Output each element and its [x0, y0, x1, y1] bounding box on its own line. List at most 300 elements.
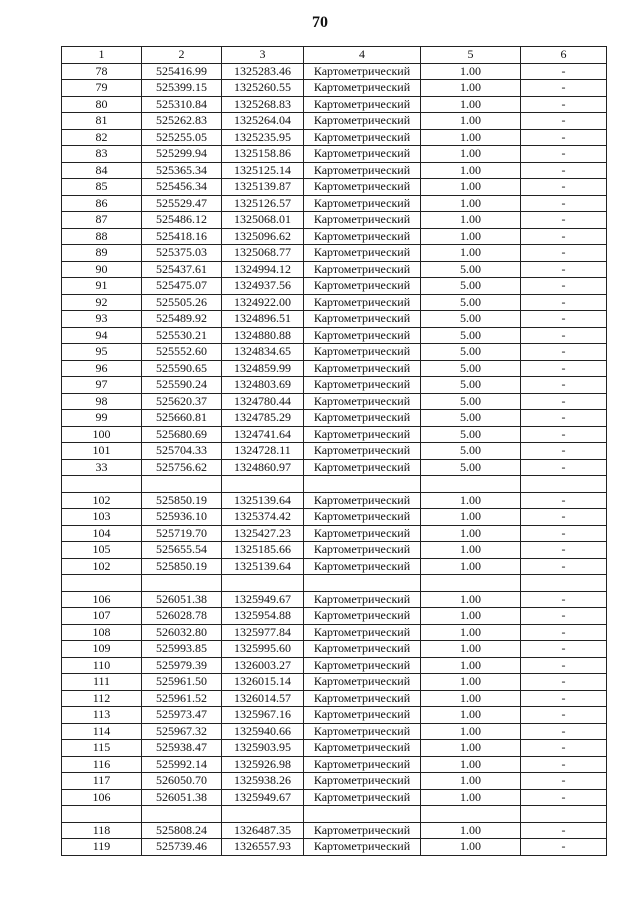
y-coordinate-cell: 1324741.64	[222, 426, 304, 443]
x-coordinate-cell: 525961.50	[142, 674, 222, 691]
method-cell: Картометрический	[304, 690, 421, 707]
table-row	[62, 96, 607, 113]
description-cell: -	[521, 839, 607, 856]
accuracy-cell: 1.00	[421, 525, 521, 542]
y-coordinate-cell: 1325427.23	[222, 525, 304, 542]
point-number-cell: 84	[62, 162, 142, 179]
x-coordinate-cell: 525936.10	[142, 509, 222, 526]
y-coordinate-cell: 1325374.42	[222, 509, 304, 526]
y-coordinate-cell: 1324922.00	[222, 294, 304, 311]
y-coordinate-cell: 1324785.29	[222, 410, 304, 427]
coordinates-table	[61, 46, 607, 856]
table-row	[62, 360, 607, 377]
accuracy-cell: 1.00	[421, 179, 521, 196]
y-coordinate-cell	[222, 476, 304, 493]
accuracy-cell: 1.00	[421, 195, 521, 212]
point-number-cell: 91	[62, 278, 142, 295]
description-cell: -	[521, 822, 607, 839]
description-cell: -	[521, 228, 607, 245]
accuracy-cell: 5.00	[421, 410, 521, 427]
accuracy-cell: 1.00	[421, 542, 521, 559]
description-cell	[521, 575, 607, 592]
accuracy-cell: 1.00	[421, 740, 521, 757]
x-coordinate-cell: 525719.70	[142, 525, 222, 542]
accuracy-cell: 5.00	[421, 327, 521, 344]
table-row	[62, 410, 607, 427]
x-coordinate-cell: 525552.60	[142, 344, 222, 361]
x-coordinate-cell: 525437.61	[142, 261, 222, 278]
method-cell: Картометрический	[304, 245, 421, 262]
x-coordinate-cell: 525992.14	[142, 756, 222, 773]
method-cell: Картометрический	[304, 63, 421, 80]
accuracy-cell	[421, 806, 521, 823]
y-coordinate-cell: 1325949.67	[222, 789, 304, 806]
description-cell: -	[521, 96, 607, 113]
method-cell: Картометрический	[304, 822, 421, 839]
x-coordinate-cell: 526051.38	[142, 591, 222, 608]
accuracy-cell: 1.00	[421, 839, 521, 856]
point-number-cell: 86	[62, 195, 142, 212]
method-cell: Картометрический	[304, 443, 421, 460]
point-number-cell: 82	[62, 129, 142, 146]
y-coordinate-cell: 1325126.57	[222, 195, 304, 212]
method-cell: Картометрический	[304, 294, 421, 311]
x-coordinate-cell: 525739.46	[142, 839, 222, 856]
y-coordinate-cell: 1325283.46	[222, 63, 304, 80]
x-coordinate-cell: 525655.54	[142, 542, 222, 559]
accuracy-cell: 1.00	[421, 624, 521, 641]
table-row	[62, 162, 607, 179]
method-cell: Картометрический	[304, 228, 421, 245]
table-row	[62, 146, 607, 163]
description-cell: -	[521, 740, 607, 757]
description-cell: -	[521, 542, 607, 559]
table-row	[62, 129, 607, 146]
method-cell: Картометрический	[304, 839, 421, 856]
table-row	[62, 426, 607, 443]
method-cell: Картометрический	[304, 278, 421, 295]
description-cell: -	[521, 261, 607, 278]
accuracy-cell: 5.00	[421, 278, 521, 295]
description-cell: -	[521, 80, 607, 97]
y-coordinate-cell: 1324834.65	[222, 344, 304, 361]
point-number-cell: 118	[62, 822, 142, 839]
y-coordinate-cell: 1325977.84	[222, 624, 304, 641]
method-cell: Картометрический	[304, 542, 421, 559]
x-coordinate-cell: 525310.84	[142, 96, 222, 113]
description-cell: -	[521, 723, 607, 740]
x-coordinate-cell: 525756.62	[142, 459, 222, 476]
y-coordinate-cell: 1325139.64	[222, 558, 304, 575]
accuracy-cell: 1.00	[421, 96, 521, 113]
table-row	[62, 657, 607, 674]
point-number-cell: 103	[62, 509, 142, 526]
point-number-cell: 80	[62, 96, 142, 113]
x-coordinate-cell: 525262.83	[142, 113, 222, 130]
point-number-cell: 119	[62, 839, 142, 856]
y-coordinate-cell: 1324880.88	[222, 327, 304, 344]
accuracy-cell: 1.00	[421, 822, 521, 839]
accuracy-cell: 1.00	[421, 63, 521, 80]
point-number-cell: 101	[62, 443, 142, 460]
table-row	[62, 740, 607, 757]
table-row	[62, 344, 607, 361]
point-number-cell: 102	[62, 558, 142, 575]
y-coordinate-cell: 1325096.62	[222, 228, 304, 245]
y-coordinate-cell: 1325068.01	[222, 212, 304, 229]
description-cell: -	[521, 393, 607, 410]
accuracy-cell: 1.00	[421, 657, 521, 674]
method-cell: Картометрический	[304, 327, 421, 344]
table-separator-row	[62, 575, 607, 592]
description-cell: -	[521, 129, 607, 146]
x-coordinate-cell: 525489.92	[142, 311, 222, 328]
accuracy-cell: 1.00	[421, 690, 521, 707]
table-row	[62, 674, 607, 691]
point-number-cell: 83	[62, 146, 142, 163]
column-header-2: 2	[142, 47, 222, 64]
description-cell: -	[521, 146, 607, 163]
x-coordinate-cell: 525255.05	[142, 129, 222, 146]
point-number-cell: 108	[62, 624, 142, 641]
x-coordinate-cell: 526051.38	[142, 789, 222, 806]
table-row	[62, 245, 607, 262]
method-cell: Картометрический	[304, 657, 421, 674]
x-coordinate-cell: 525456.34	[142, 179, 222, 196]
x-coordinate-cell: 525529.47	[142, 195, 222, 212]
accuracy-cell: 1.00	[421, 789, 521, 806]
method-cell: Картометрический	[304, 509, 421, 526]
point-number-cell: 109	[62, 641, 142, 658]
x-coordinate-cell	[142, 476, 222, 493]
table-row	[62, 113, 607, 130]
point-number-cell: 85	[62, 179, 142, 196]
table-row	[62, 459, 607, 476]
point-number-cell: 81	[62, 113, 142, 130]
accuracy-cell: 1.00	[421, 608, 521, 625]
y-coordinate-cell: 1324896.51	[222, 311, 304, 328]
point-number-cell	[62, 806, 142, 823]
y-coordinate-cell: 1326014.57	[222, 690, 304, 707]
x-coordinate-cell: 525375.03	[142, 245, 222, 262]
point-number-cell: 104	[62, 525, 142, 542]
description-cell: -	[521, 756, 607, 773]
description-cell	[521, 476, 607, 493]
table-row	[62, 443, 607, 460]
table-row	[62, 195, 607, 212]
column-header-1: 1	[62, 47, 142, 64]
accuracy-cell: 1.00	[421, 509, 521, 526]
table-row	[62, 624, 607, 641]
table-row	[62, 492, 607, 509]
description-cell: -	[521, 509, 607, 526]
table-row	[62, 212, 607, 229]
method-cell: Картометрический	[304, 756, 421, 773]
x-coordinate-cell: 525590.24	[142, 377, 222, 394]
point-number-cell: 92	[62, 294, 142, 311]
table-row	[62, 294, 607, 311]
accuracy-cell: 1.00	[421, 591, 521, 608]
table-separator-row	[62, 476, 607, 493]
method-cell: Картометрический	[304, 773, 421, 790]
x-coordinate-cell: 525365.34	[142, 162, 222, 179]
description-cell: -	[521, 624, 607, 641]
table-body	[62, 63, 607, 855]
point-number-cell: 93	[62, 311, 142, 328]
table-row	[62, 327, 607, 344]
point-number-cell: 78	[62, 63, 142, 80]
description-cell: -	[521, 377, 607, 394]
point-number-cell: 87	[62, 212, 142, 229]
table-row	[62, 591, 607, 608]
method-cell: Картометрический	[304, 393, 421, 410]
accuracy-cell: 5.00	[421, 261, 521, 278]
method-cell: Картометрический	[304, 360, 421, 377]
point-number-cell: 116	[62, 756, 142, 773]
accuracy-cell: 1.00	[421, 723, 521, 740]
table-row	[62, 789, 607, 806]
description-cell: -	[521, 492, 607, 509]
point-number-cell: 113	[62, 707, 142, 724]
y-coordinate-cell: 1325903.95	[222, 740, 304, 757]
y-coordinate-cell: 1324994.12	[222, 261, 304, 278]
accuracy-cell: 1.00	[421, 707, 521, 724]
description-cell: -	[521, 773, 607, 790]
x-coordinate-cell: 525680.69	[142, 426, 222, 443]
description-cell: -	[521, 344, 607, 361]
point-number-cell: 98	[62, 393, 142, 410]
y-coordinate-cell: 1324803.69	[222, 377, 304, 394]
table-row	[62, 641, 607, 658]
point-number-cell: 106	[62, 591, 142, 608]
y-coordinate-cell: 1325139.64	[222, 492, 304, 509]
y-coordinate-cell: 1324728.11	[222, 443, 304, 460]
method-cell: Картометрический	[304, 377, 421, 394]
method-cell: Картометрический	[304, 212, 421, 229]
accuracy-cell: 1.00	[421, 756, 521, 773]
point-number-cell: 111	[62, 674, 142, 691]
table-row	[62, 839, 607, 856]
description-cell: -	[521, 641, 607, 658]
point-number-cell: 89	[62, 245, 142, 262]
x-coordinate-cell: 525704.33	[142, 443, 222, 460]
method-cell: Картометрический	[304, 426, 421, 443]
column-header-3: 3	[222, 47, 304, 64]
method-cell	[304, 476, 421, 493]
y-coordinate-cell: 1325139.87	[222, 179, 304, 196]
method-cell: Картометрический	[304, 129, 421, 146]
point-number-cell: 95	[62, 344, 142, 361]
accuracy-cell: 1.00	[421, 558, 521, 575]
y-coordinate-cell: 1325268.83	[222, 96, 304, 113]
method-cell: Картометрический	[304, 113, 421, 130]
method-cell: Картометрический	[304, 195, 421, 212]
y-coordinate-cell: 1325125.14	[222, 162, 304, 179]
method-cell: Картометрический	[304, 558, 421, 575]
method-cell: Картометрический	[304, 641, 421, 658]
description-cell: -	[521, 311, 607, 328]
y-coordinate-cell: 1325954.88	[222, 608, 304, 625]
description-cell	[521, 806, 607, 823]
method-cell: Картометрический	[304, 608, 421, 625]
point-number-cell: 100	[62, 426, 142, 443]
point-number-cell: 110	[62, 657, 142, 674]
accuracy-cell: 1.00	[421, 80, 521, 97]
point-number-cell: 94	[62, 327, 142, 344]
point-number-cell: 88	[62, 228, 142, 245]
x-coordinate-cell: 525850.19	[142, 558, 222, 575]
y-coordinate-cell: 1325260.55	[222, 80, 304, 97]
description-cell: -	[521, 459, 607, 476]
x-coordinate-cell: 525850.19	[142, 492, 222, 509]
method-cell: Картометрический	[304, 410, 421, 427]
accuracy-cell: 5.00	[421, 377, 521, 394]
table-row	[62, 542, 607, 559]
accuracy-cell: 1.00	[421, 245, 521, 262]
x-coordinate-cell: 526028.78	[142, 608, 222, 625]
y-coordinate-cell	[222, 806, 304, 823]
table-row	[62, 278, 607, 295]
accuracy-cell: 1.00	[421, 674, 521, 691]
x-coordinate-cell: 525475.07	[142, 278, 222, 295]
table-separator-row	[62, 806, 607, 823]
x-coordinate-cell: 525486.12	[142, 212, 222, 229]
method-cell: Картометрический	[304, 591, 421, 608]
point-number-cell: 90	[62, 261, 142, 278]
point-number-cell: 96	[62, 360, 142, 377]
table-row	[62, 773, 607, 790]
point-number-cell	[62, 575, 142, 592]
column-header-4: 4	[304, 47, 421, 64]
point-number-cell	[62, 476, 142, 493]
point-number-cell: 99	[62, 410, 142, 427]
y-coordinate-cell: 1325185.66	[222, 542, 304, 559]
table-header-row	[62, 47, 607, 64]
point-number-cell: 112	[62, 690, 142, 707]
y-coordinate-cell: 1326015.14	[222, 674, 304, 691]
method-cell: Картометрический	[304, 624, 421, 641]
y-coordinate-cell	[222, 575, 304, 592]
x-coordinate-cell: 525530.21	[142, 327, 222, 344]
accuracy-cell: 1.00	[421, 773, 521, 790]
table-row	[62, 228, 607, 245]
table-row	[62, 63, 607, 80]
column-header-6: 6	[521, 47, 607, 64]
method-cell: Картометрический	[304, 492, 421, 509]
description-cell: -	[521, 591, 607, 608]
point-number-cell: 79	[62, 80, 142, 97]
description-cell: -	[521, 195, 607, 212]
y-coordinate-cell: 1326003.27	[222, 657, 304, 674]
y-coordinate-cell: 1325068.77	[222, 245, 304, 262]
description-cell: -	[521, 443, 607, 460]
point-number-cell: 107	[62, 608, 142, 625]
method-cell: Картометрический	[304, 311, 421, 328]
accuracy-cell: 5.00	[421, 344, 521, 361]
x-coordinate-cell: 525505.26	[142, 294, 222, 311]
accuracy-cell: 1.00	[421, 162, 521, 179]
accuracy-cell: 1.00	[421, 212, 521, 229]
y-coordinate-cell: 1324780.44	[222, 393, 304, 410]
method-cell: Картометрический	[304, 459, 421, 476]
method-cell: Картометрический	[304, 80, 421, 97]
accuracy-cell: 1.00	[421, 228, 521, 245]
y-coordinate-cell: 1324860.97	[222, 459, 304, 476]
description-cell: -	[521, 245, 607, 262]
description-cell: -	[521, 327, 607, 344]
method-cell: Картометрический	[304, 525, 421, 542]
x-coordinate-cell	[142, 575, 222, 592]
accuracy-cell: 5.00	[421, 393, 521, 410]
coordinates-table-container	[61, 46, 606, 856]
accuracy-cell: 1.00	[421, 641, 521, 658]
x-coordinate-cell: 525590.65	[142, 360, 222, 377]
x-coordinate-cell: 525993.85	[142, 641, 222, 658]
description-cell: -	[521, 525, 607, 542]
table-row	[62, 311, 607, 328]
y-coordinate-cell: 1326487.35	[222, 822, 304, 839]
accuracy-cell: 1.00	[421, 129, 521, 146]
y-coordinate-cell: 1325235.95	[222, 129, 304, 146]
description-cell: -	[521, 657, 607, 674]
x-coordinate-cell: 525299.94	[142, 146, 222, 163]
method-cell: Картометрический	[304, 707, 421, 724]
table-row	[62, 377, 607, 394]
method-cell: Картометрический	[304, 674, 421, 691]
accuracy-cell	[421, 575, 521, 592]
method-cell	[304, 575, 421, 592]
x-coordinate-cell: 526032.80	[142, 624, 222, 641]
method-cell: Картометрический	[304, 723, 421, 740]
table-row	[62, 707, 607, 724]
x-coordinate-cell: 525961.52	[142, 690, 222, 707]
y-coordinate-cell: 1325995.60	[222, 641, 304, 658]
point-number-cell: 114	[62, 723, 142, 740]
point-number-cell: 97	[62, 377, 142, 394]
x-coordinate-cell: 525660.81	[142, 410, 222, 427]
column-header-5: 5	[421, 47, 521, 64]
description-cell: -	[521, 426, 607, 443]
description-cell: -	[521, 690, 607, 707]
x-coordinate-cell: 525967.32	[142, 723, 222, 740]
accuracy-cell	[421, 476, 521, 493]
point-number-cell: 33	[62, 459, 142, 476]
y-coordinate-cell: 1324937.56	[222, 278, 304, 295]
method-cell: Картометрический	[304, 179, 421, 196]
description-cell: -	[521, 789, 607, 806]
y-coordinate-cell: 1326557.93	[222, 839, 304, 856]
point-number-cell: 102	[62, 492, 142, 509]
x-coordinate-cell: 526050.70	[142, 773, 222, 790]
method-cell	[304, 806, 421, 823]
accuracy-cell: 1.00	[421, 146, 521, 163]
method-cell: Картометрический	[304, 344, 421, 361]
x-coordinate-cell: 525979.39	[142, 657, 222, 674]
method-cell: Картометрический	[304, 146, 421, 163]
method-cell: Картометрический	[304, 261, 421, 278]
accuracy-cell: 5.00	[421, 311, 521, 328]
description-cell: -	[521, 63, 607, 80]
x-coordinate-cell	[142, 806, 222, 823]
description-cell: -	[521, 179, 607, 196]
table-row	[62, 179, 607, 196]
description-cell: -	[521, 278, 607, 295]
description-cell: -	[521, 360, 607, 377]
x-coordinate-cell: 525418.16	[142, 228, 222, 245]
table-row	[62, 822, 607, 839]
method-cell: Картометрический	[304, 96, 421, 113]
description-cell: -	[521, 410, 607, 427]
